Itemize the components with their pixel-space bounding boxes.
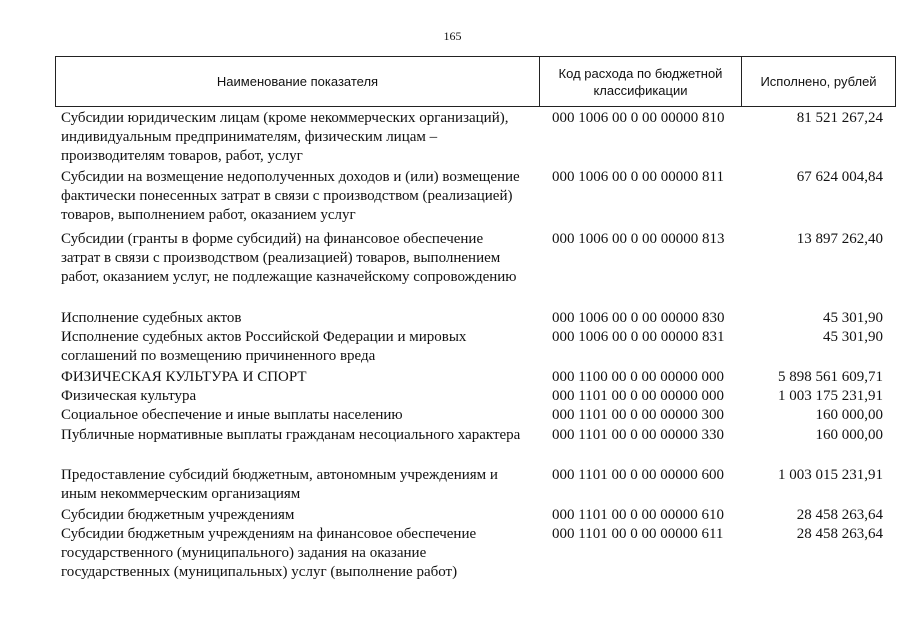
- row-code: 000 1101 00 0 00 00000 600: [552, 467, 724, 483]
- row-code: 000 1006 00 0 00 00000 830: [552, 310, 725, 326]
- row-value: 28 458 263,64: [796, 526, 883, 542]
- row-name: Субсидии на возмещение недополученных доходов и (или) возмещение фактически понесенных затрат в связи с производством (реализацией) товаров, выполнением работ, оказанием услуг: [61, 169, 520, 223]
- row-name: Социальное обеспечение и иные выплаты населению: [61, 407, 403, 423]
- row-code: 000 1006 00 0 00 00000 813: [552, 231, 725, 247]
- row-value: 13 897 262,40: [796, 231, 883, 247]
- row-value: 1 003 175 231,91: [778, 388, 883, 404]
- row-value: 1 003 015 231,91: [778, 467, 883, 483]
- row-name: Публичные нормативные выплаты гражданам несоциального характера: [61, 427, 521, 443]
- row-name: Субсидии (гранты в форме субсидий) на финансовое обеспечение затрат в связи с производством (реализацией) товаров, выполнением работ, оказанием услуг, не подлежащие казначейскому сопровождению: [61, 231, 517, 285]
- row-code: 000 1100 00 0 00 00000 000: [552, 369, 724, 385]
- row-name: Физическая культура: [61, 388, 197, 404]
- row-name: ФИЗИЧЕСКАЯ КУЛЬТУРА И СПОРТ: [61, 369, 307, 385]
- row-name: Исполнение судебных актов Российской Федерации и мировых соглашений по возмещению причиненного вреда: [61, 329, 467, 364]
- row-name: Исполнение судебных актов: [61, 310, 242, 326]
- row-code: 000 1101 00 0 00 00000 330: [552, 427, 724, 443]
- row-value: 81 521 267,24: [796, 110, 883, 126]
- row-value: 28 458 263,64: [796, 507, 883, 523]
- row-code: 000 1101 00 0 00 00000 610: [552, 507, 724, 523]
- row-name: Субсидии юридическим лицам (кроме некоммерческих организаций), индивидуальным предпринимателям, физическим лицам – производителям товаров, работ, услуг: [61, 110, 509, 164]
- row-name: Субсидии бюджетным учреждениям: [61, 507, 295, 523]
- row-value: 45 301,90: [823, 329, 883, 345]
- row-code: 000 1101 00 0 00 00000 300: [552, 407, 724, 423]
- row-value: 160 000,00: [815, 407, 883, 423]
- row-code: 000 1006 00 0 00 00000 810: [552, 110, 725, 126]
- row-name: Предоставление субсидий бюджетным, автономным учреждениям и иным некоммерческим организациям: [61, 467, 498, 502]
- row-value: 67 624 004,84: [796, 169, 883, 185]
- row-code: 000 1101 00 0 00 00000 611: [552, 526, 724, 542]
- row-code: 000 1006 00 0 00 00000 811: [552, 169, 724, 185]
- row-value: 45 301,90: [823, 310, 883, 326]
- header-executed-column: Исполнено, рублей: [741, 57, 896, 106]
- row-value: 5 898 561 609,71: [778, 369, 883, 385]
- row-value: 160 000,00: [815, 427, 883, 443]
- row-code: 000 1006 00 0 00 00000 831: [552, 329, 725, 345]
- row-code: 000 1101 00 0 00 00000 000: [552, 388, 724, 404]
- row-name: Субсидии бюджетным учреждениям на финансовое обеспечение государственного (муниципального) задания на оказание государственных (муниципальных) услуг (выполнение работ): [61, 526, 477, 580]
- header-code-column: Код расхода по бюджетной классификации: [539, 57, 741, 106]
- page-number: 165: [443, 29, 462, 43]
- header-name-column: Наименование показателя: [55, 57, 539, 106]
